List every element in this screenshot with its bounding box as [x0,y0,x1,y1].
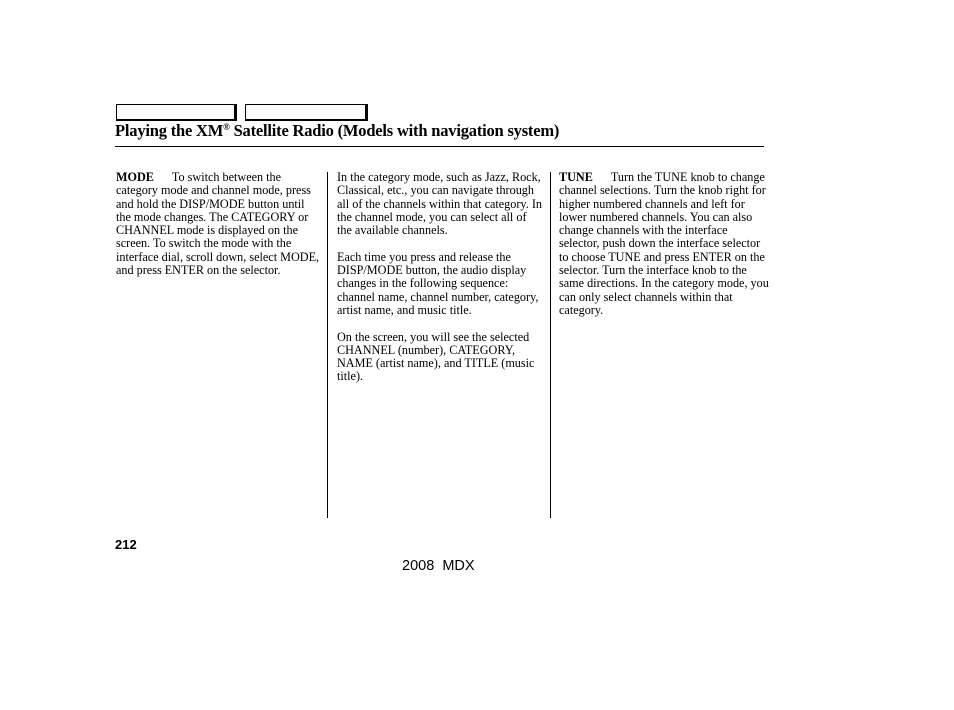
mode-term: MODE [116,170,154,184]
footer-model: 2008 MDX [402,558,475,574]
mode-paragraph [116,171,322,277]
title-underline [115,146,764,147]
column-divider-2 [550,172,551,518]
title-prefix: Playing the XM [115,121,224,140]
category-mode-paragraph: In the category mode, such as Jazz, Rock, Classical, etc., you can navigate through all of the channels within that category. In the channel mode, you can select all of the available channels. [337,170,542,238]
column-3 [559,171,769,331]
column-2 [337,171,543,397]
page-number: 212 [115,537,137,552]
nav-tab-1[interactable] [116,104,237,121]
disp-mode-paragraph: Each time you press and release the DISP/MODE button, the audio display changes in the following sequence: channel name, channel number, category, artist name, and music title. [337,249,539,317]
title-suffix: Satellite Radio (Models with navigation system) [229,121,560,140]
column-1 [116,171,322,291]
screen-info-paragraph: On the screen, you will see the selected CHANNEL (number), CATEGORY, NAME (artist name), and TITLE (music title). [337,329,535,384]
tune-term: TUNE [559,170,593,184]
registered-mark: ® [223,122,230,132]
tune-text: Turn the TUNE knob to change channel selections. Turn the knob right for higher numbered channels and left for lower numbered channels. You can also change channels with the interface selector, push down the interface selector to choose TUNE and press ENTER on the selector. Turn the interface knob to the same directions. In the category mode, you can only select channels within that category. [559,170,769,317]
page-title [115,121,775,141]
tune-paragraph [559,171,769,317]
column-divider-1 [327,172,328,518]
mode-text: To switch between the category mode and channel mode, press and hold the DISP/MODE button until the mode changes. The CATEGORY or CHANNEL mode is displayed on the screen. To switch the mode with the interface dial, scroll down, select MODE, and press ENTER on the selector. [116,170,320,278]
nav-tab-2[interactable] [245,104,368,121]
